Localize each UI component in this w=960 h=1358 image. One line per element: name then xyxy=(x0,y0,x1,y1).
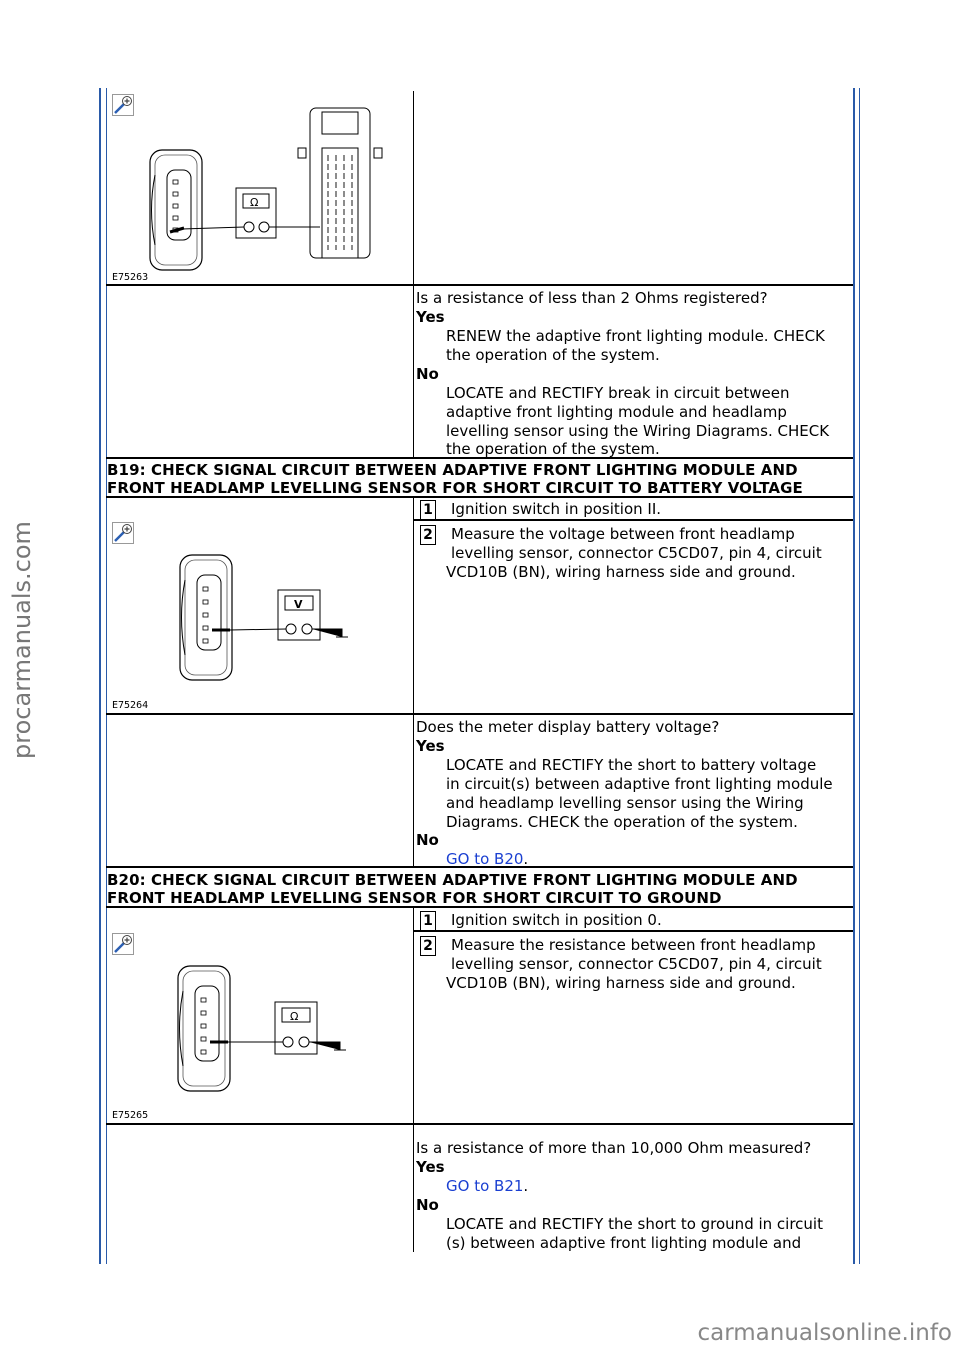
answer-text: and headlamp levelling sensor using the Wiring xyxy=(446,794,804,812)
no-label: No xyxy=(416,831,439,849)
no-label: No xyxy=(416,1196,439,1214)
meter-symbol: V xyxy=(294,598,303,611)
figure-code: E75263 xyxy=(112,272,149,283)
connector-resistance-diagram xyxy=(110,100,400,285)
answer-text: levelling sensor using the Wiring Diagrams. CHECK xyxy=(446,422,830,440)
goto-b20-link[interactable]: GO to B20 xyxy=(446,850,524,868)
column-divider xyxy=(413,907,414,1252)
zoom-image-icon[interactable] xyxy=(112,933,134,955)
answer-text: the operation of the system. xyxy=(446,346,660,364)
figure-code: E75264 xyxy=(112,700,149,711)
figure-code: E75265 xyxy=(112,1110,149,1121)
step-number: 1 xyxy=(420,911,436,931)
section-title: FRONT HEADLAMP LEVELLING SENSOR FOR SHORT CIRCUIT TO GROUND xyxy=(107,889,722,907)
row-divider xyxy=(414,519,853,521)
no-label: No xyxy=(416,365,439,383)
answer-text: the operation of the system. xyxy=(446,440,660,458)
goto-line: GO to B20. xyxy=(446,850,529,868)
question-text: Is a resistance of more than 10,000 Ohm measured? xyxy=(416,1139,812,1157)
answer-text: (s) between adaptive front lighting module and xyxy=(446,1234,802,1252)
answer-text: RENEW the adaptive front lighting module. CHECK xyxy=(446,327,825,345)
column-divider xyxy=(413,91,414,458)
step-text: levelling sensor, connector C5CD07, pin 4, circuit xyxy=(451,955,822,973)
step-number: 2 xyxy=(420,936,436,956)
footer-watermark: carmanualsonline.info xyxy=(697,1320,952,1346)
side-watermark: procarmanuals.com xyxy=(8,521,36,759)
answer-text: in circuit(s) between adaptive front lighting module xyxy=(446,775,833,793)
answer-text: adaptive front lighting module and headlamp xyxy=(446,403,787,421)
question-text: Is a resistance of less than 2 Ohms registered? xyxy=(416,289,768,307)
step-text: Ignition switch in position II. xyxy=(451,500,662,518)
step-text: Measure the voltage between front headlamp xyxy=(451,525,795,543)
step-text: VCD10B (BN), wiring harness side and ground. xyxy=(446,974,796,992)
row-divider xyxy=(106,713,853,715)
yes-label: Yes xyxy=(416,308,445,326)
step-text: levelling sensor, connector C5CD07, pin 4, circuit xyxy=(451,544,822,562)
zoom-image-icon[interactable] xyxy=(112,522,134,544)
step-text: VCD10B (BN), wiring harness side and ground. xyxy=(446,563,796,581)
step-number: 1 xyxy=(420,500,436,520)
row-divider xyxy=(106,1123,853,1125)
connector-resistance-diagram xyxy=(168,958,368,1103)
column-divider xyxy=(413,497,414,867)
answer-text: LOCATE and RECTIFY the short to ground in circuit xyxy=(446,1215,823,1233)
table-left-border xyxy=(99,88,107,1264)
connector-voltage-diagram xyxy=(170,545,370,690)
section-title: B19: CHECK SIGNAL CIRCUIT BETWEEN ADAPTIVE FRONT LIGHTING MODULE AND xyxy=(107,461,798,479)
yes-label: Yes xyxy=(416,737,445,755)
answer-text: LOCATE and RECTIFY break in circuit between xyxy=(446,384,790,402)
question-text: Does the meter display battery voltage? xyxy=(416,718,720,736)
table-right-border xyxy=(853,88,860,1264)
answer-text: LOCATE and RECTIFY the short to battery voltage xyxy=(446,756,817,774)
row-divider xyxy=(414,930,853,932)
step-number: 2 xyxy=(420,525,436,545)
goto-b21-link[interactable]: GO to B21 xyxy=(446,1177,524,1195)
step-text: Ignition switch in position 0. xyxy=(451,911,662,929)
yes-label: Yes xyxy=(416,1158,445,1176)
meter-symbol: Ω xyxy=(290,1010,299,1023)
goto-line: GO to B21. xyxy=(446,1177,529,1195)
step-text: Measure the resistance between front headlamp xyxy=(451,936,816,954)
meter-symbol: Ω xyxy=(250,196,259,209)
section-title: B20: CHECK SIGNAL CIRCUIT BETWEEN ADAPTIVE FRONT LIGHTING MODULE AND xyxy=(107,871,798,889)
section-title: FRONT HEADLAMP LEVELLING SENSOR FOR SHORT CIRCUIT TO BATTERY VOLTAGE xyxy=(107,479,803,497)
answer-text: Diagrams. CHECK the operation of the system. xyxy=(446,813,798,831)
